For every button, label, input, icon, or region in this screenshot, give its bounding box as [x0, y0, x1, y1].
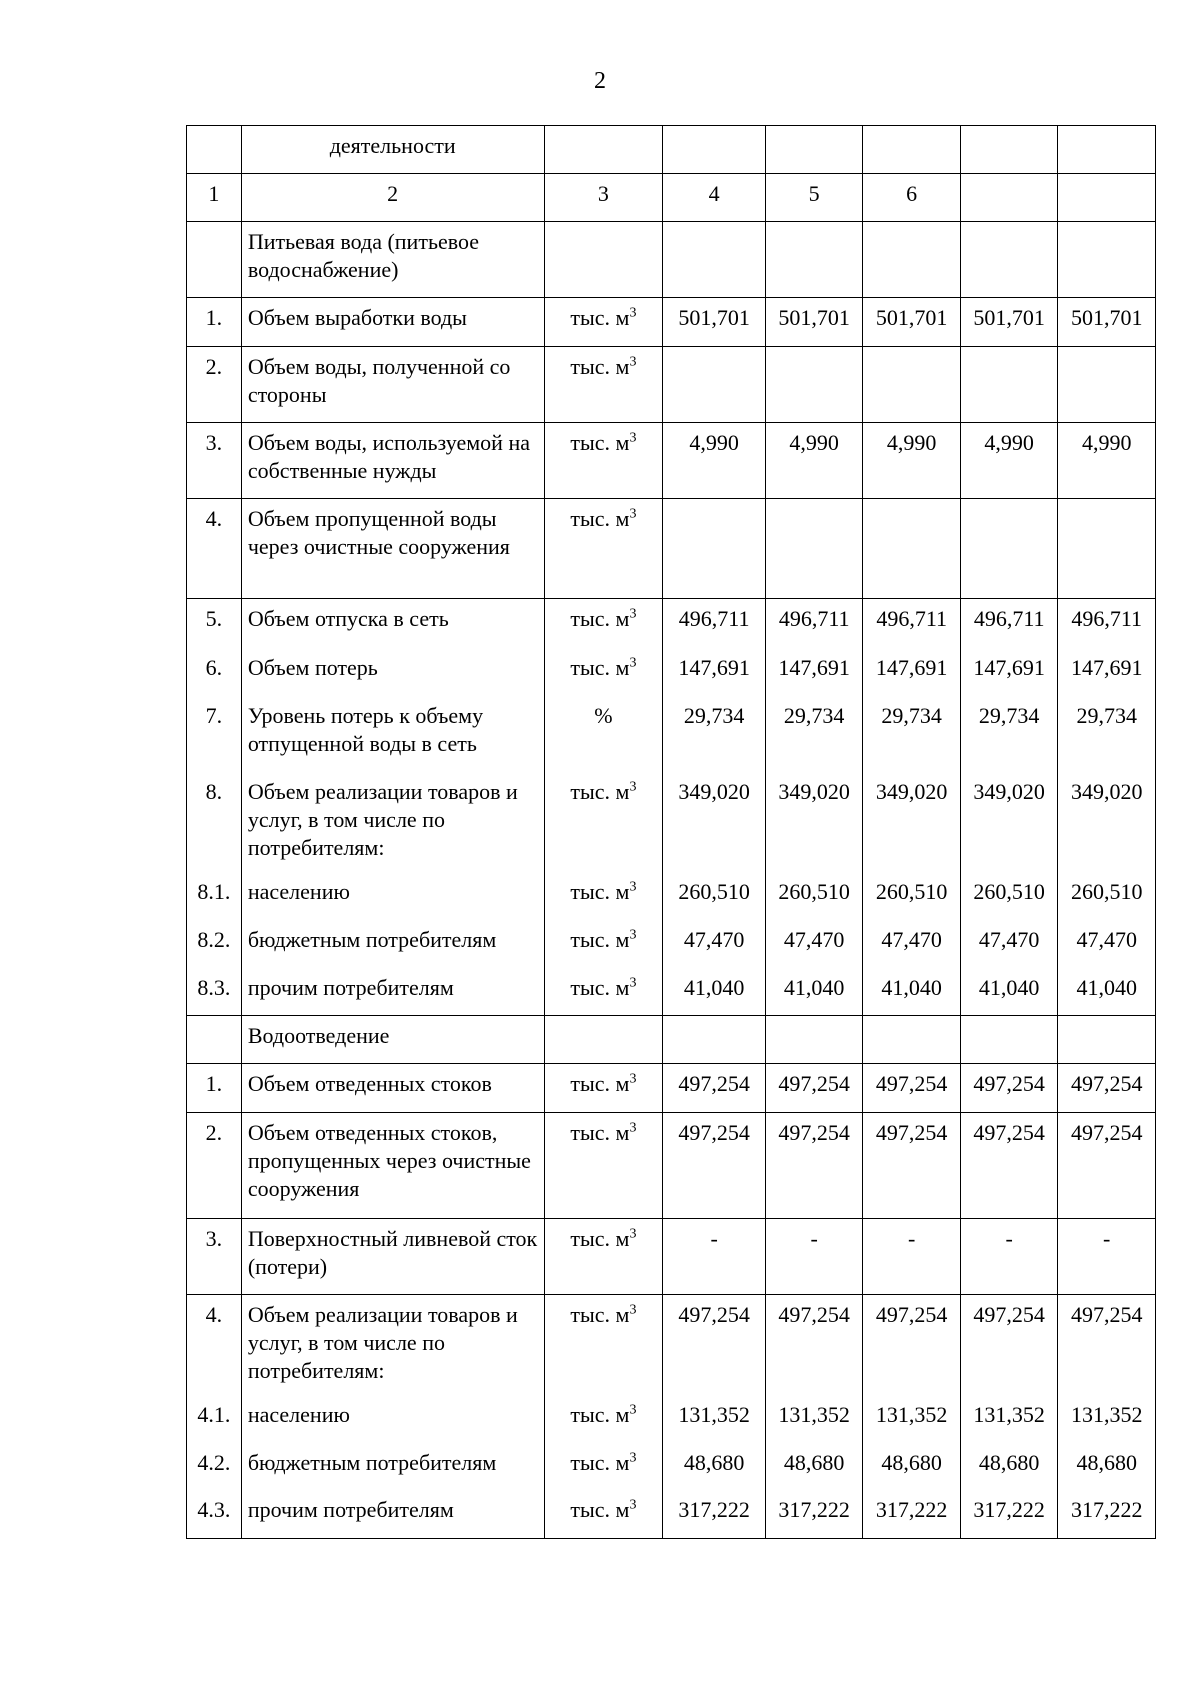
row-value: - [863, 1219, 961, 1295]
row-value: 497,254 [1058, 1064, 1156, 1113]
row-value: 349,020 [1058, 772, 1156, 872]
table-row [187, 1064, 1156, 1113]
row-number: 3. [187, 423, 242, 499]
row-number: 1. [187, 1064, 242, 1113]
row-value: 29,734 [663, 696, 766, 772]
unit-exponent: 3 [629, 430, 637, 446]
column-number-cell: 5 [765, 174, 863, 222]
unit-label: % [594, 702, 613, 728]
table-row [187, 648, 1156, 696]
row-value: 317,222 [1058, 1490, 1156, 1539]
header-cell [663, 126, 766, 174]
balance-table [186, 125, 1156, 1539]
header-cell: деятельности [241, 126, 544, 174]
row-unit [544, 1295, 663, 1395]
row-value: 349,020 [960, 772, 1058, 872]
row-value: 48,680 [1058, 1443, 1156, 1490]
row-indicator-name: Объем реализации товаров и услуг, в том числе по потребителям: [241, 1295, 544, 1395]
row-indicator-name: бюджетным потребителям [241, 920, 544, 968]
table-row [187, 696, 1156, 772]
header-cell [187, 126, 242, 174]
row-value: 41,040 [1058, 968, 1156, 1016]
table-row [187, 599, 1156, 648]
row-unit [544, 1113, 663, 1219]
empty-cell [544, 222, 663, 298]
row-value: 496,711 [960, 599, 1058, 648]
row-value: 497,254 [863, 1113, 961, 1219]
row-value: 501,701 [765, 298, 863, 347]
row-value: 47,470 [765, 920, 863, 968]
row-unit [544, 1395, 663, 1443]
row-value [863, 499, 961, 599]
row-number: 8.3. [187, 968, 242, 1016]
row-value: 260,510 [1058, 872, 1156, 920]
header-cell [960, 126, 1058, 174]
row-value: 131,352 [663, 1395, 766, 1443]
row-value: 260,510 [863, 872, 961, 920]
row-value: 29,734 [765, 696, 863, 772]
unit-label: тыс. м [570, 506, 630, 531]
unit-exponent: 3 [629, 1302, 637, 1318]
row-value: 317,222 [960, 1490, 1058, 1539]
column-number-cell [960, 174, 1058, 222]
unit-label: тыс. м [570, 1496, 630, 1522]
column-number-cell: 2 [241, 174, 544, 222]
unit-exponent: 3 [629, 927, 637, 943]
row-unit [544, 1064, 663, 1113]
row-unit [544, 920, 663, 968]
row-value: 497,254 [765, 1113, 863, 1219]
row-value: 497,254 [863, 1064, 961, 1113]
row-indicator-name: Поверхностный ливневой сток (потери) [241, 1219, 544, 1295]
row-value [765, 347, 863, 423]
row-value: 317,222 [765, 1490, 863, 1539]
empty-cell [663, 1016, 766, 1064]
unit-exponent: 3 [629, 655, 637, 671]
unit-label: тыс. м [570, 926, 630, 952]
row-number: 8. [187, 772, 242, 872]
section-title: Питьевая вода (питьевое водоснабжение) [241, 222, 544, 298]
unit-exponent: 3 [629, 305, 637, 321]
row-number: 4. [187, 499, 242, 599]
row-value: 497,254 [1058, 1295, 1156, 1395]
row-unit [544, 599, 663, 648]
header-cell [863, 126, 961, 174]
row-indicator-name: Уровень потерь к объему отпущенной воды в сеть [241, 696, 544, 772]
row-number: 2. [187, 347, 242, 423]
section-title-row [187, 222, 1156, 298]
row-value: 131,352 [863, 1395, 961, 1443]
unit-exponent: 3 [629, 1450, 637, 1466]
row-unit [544, 1490, 663, 1539]
row-value: - [663, 1219, 766, 1295]
row-unit [544, 648, 663, 696]
row-number: 7. [187, 696, 242, 772]
row-value: 4,990 [960, 423, 1058, 499]
unit-exponent: 3 [629, 354, 637, 370]
row-value: 147,691 [1058, 648, 1156, 696]
column-number-cell [1058, 174, 1156, 222]
row-value [663, 499, 766, 599]
row-indicator-name: Объем воды, полученной со стороны [241, 347, 544, 423]
column-number-cell: 6 [863, 174, 961, 222]
row-unit [544, 423, 663, 499]
table-row [187, 1295, 1156, 1395]
row-indicator-name: Объем потерь [241, 648, 544, 696]
row-value: - [960, 1219, 1058, 1295]
table-row [187, 1395, 1156, 1443]
unit-label: тыс. м [570, 606, 630, 631]
row-value: 48,680 [863, 1443, 961, 1490]
row-value: 41,040 [863, 968, 961, 1016]
unit-label: тыс. м [570, 354, 630, 379]
row-value: 47,470 [960, 920, 1058, 968]
row-value: 497,254 [863, 1295, 961, 1395]
section-number-cell [187, 1016, 242, 1064]
header-column-numbers-row [187, 174, 1156, 222]
unit-exponent: 3 [629, 1226, 637, 1242]
header-cell [765, 126, 863, 174]
row-indicator-name: населению [241, 1395, 544, 1443]
unit-exponent: 3 [629, 1402, 637, 1418]
row-value: 497,254 [765, 1295, 863, 1395]
table-row [187, 920, 1156, 968]
row-unit [544, 872, 663, 920]
row-value: 496,711 [663, 599, 766, 648]
table-row [187, 1443, 1156, 1490]
row-value [960, 499, 1058, 599]
row-value: 47,470 [663, 920, 766, 968]
row-indicator-name: Объем пропущенной воды через очистные сооружения [241, 499, 544, 599]
row-value: 497,254 [663, 1113, 766, 1219]
row-number: 4.1. [187, 1395, 242, 1443]
header-cell [544, 126, 663, 174]
row-value: 349,020 [863, 772, 961, 872]
unit-label: тыс. м [570, 654, 630, 680]
unit-label: тыс. м [570, 1120, 630, 1145]
row-value: 497,254 [960, 1064, 1058, 1113]
row-value: 47,470 [1058, 920, 1156, 968]
unit-label: тыс. м [570, 1071, 630, 1096]
unit-label: тыс. м [570, 305, 630, 330]
row-value [765, 499, 863, 599]
row-value: 29,734 [960, 696, 1058, 772]
empty-cell [765, 222, 863, 298]
row-value: 147,691 [765, 648, 863, 696]
unit-exponent: 3 [629, 975, 637, 991]
row-value: 497,254 [960, 1295, 1058, 1395]
table-row [187, 772, 1156, 872]
row-number: 8.2. [187, 920, 242, 968]
unit-label: тыс. м [570, 1226, 630, 1251]
unit-exponent: 3 [629, 1120, 637, 1136]
row-unit [544, 347, 663, 423]
row-value: 131,352 [960, 1395, 1058, 1443]
table-row [187, 499, 1156, 599]
row-value: 260,510 [765, 872, 863, 920]
row-value: 29,734 [1058, 696, 1156, 772]
table-row [187, 872, 1156, 920]
unit-label: тыс. м [570, 1449, 630, 1475]
row-value: 497,254 [960, 1113, 1058, 1219]
column-number-cell: 4 [663, 174, 766, 222]
row-number: 5. [187, 599, 242, 648]
row-unit [544, 968, 663, 1016]
row-value: 260,510 [663, 872, 766, 920]
row-value: 147,691 [960, 648, 1058, 696]
unit-label: тыс. м [570, 778, 630, 804]
empty-cell [863, 222, 961, 298]
row-value: 4,990 [863, 423, 961, 499]
row-number: 4.3. [187, 1490, 242, 1539]
row-value: 41,040 [765, 968, 863, 1016]
row-value: 497,254 [765, 1064, 863, 1113]
unit-label: тыс. м [570, 430, 630, 455]
empty-cell [1058, 222, 1156, 298]
row-value: 131,352 [1058, 1395, 1156, 1443]
section-title-row [187, 1016, 1156, 1064]
row-value: 501,701 [960, 298, 1058, 347]
row-value: 147,691 [863, 648, 961, 696]
row-number: 6. [187, 648, 242, 696]
row-value: 501,701 [863, 298, 961, 347]
row-indicator-name: Объем отпуска в сеть [241, 599, 544, 648]
unit-exponent: 3 [629, 506, 637, 522]
row-value: 4,990 [765, 423, 863, 499]
table-body [187, 126, 1156, 1539]
row-value: 317,222 [863, 1490, 961, 1539]
table-row [187, 968, 1156, 1016]
table-row [187, 347, 1156, 423]
row-value [863, 347, 961, 423]
row-indicator-name: Объем отведенных стоков, пропущенных через очистные сооружения [241, 1113, 544, 1219]
unit-exponent: 3 [629, 1071, 637, 1087]
page-number: 2 [594, 68, 606, 94]
empty-cell [863, 1016, 961, 1064]
row-indicator-name: прочим потребителям [241, 968, 544, 1016]
empty-cell [960, 1016, 1058, 1064]
row-value: 501,701 [1058, 298, 1156, 347]
row-unit [544, 298, 663, 347]
row-unit [544, 772, 663, 872]
row-value: 131,352 [765, 1395, 863, 1443]
row-value: 496,711 [1058, 599, 1156, 648]
unit-label: тыс. м [570, 878, 630, 904]
row-value: 501,701 [663, 298, 766, 347]
row-number: 1. [187, 298, 242, 347]
row-value: 349,020 [663, 772, 766, 872]
row-indicator-name: Объем воды, используемой на собственные нужды [241, 423, 544, 499]
empty-cell [1058, 1016, 1156, 1064]
row-value [1058, 499, 1156, 599]
row-number: 8.1. [187, 872, 242, 920]
table-row [187, 298, 1156, 347]
row-value: 47,470 [863, 920, 961, 968]
row-value: 41,040 [960, 968, 1058, 1016]
header-cell [1058, 126, 1156, 174]
row-value: 497,254 [1058, 1113, 1156, 1219]
column-number-cell: 3 [544, 174, 663, 222]
row-value [663, 347, 766, 423]
row-value: - [765, 1219, 863, 1295]
column-number-cell: 1 [187, 174, 242, 222]
header-activity-row [187, 126, 1156, 174]
empty-cell [960, 222, 1058, 298]
table-row [187, 1113, 1156, 1219]
unit-exponent: 3 [629, 779, 637, 795]
empty-cell [663, 222, 766, 298]
row-value: 497,254 [663, 1064, 766, 1113]
row-value: 48,680 [663, 1443, 766, 1490]
row-indicator-name: населению [241, 872, 544, 920]
row-value: 317,222 [663, 1490, 766, 1539]
unit-exponent: 3 [629, 606, 637, 622]
empty-cell [544, 1016, 663, 1064]
row-value: 496,711 [765, 599, 863, 648]
table-row [187, 1490, 1156, 1539]
unit-label: тыс. м [570, 1401, 630, 1427]
unit-label: тыс. м [570, 974, 630, 1000]
row-number: 4.2. [187, 1443, 242, 1490]
row-indicator-name: прочим потребителям [241, 1490, 544, 1539]
row-value: 497,254 [663, 1295, 766, 1395]
row-value: 4,990 [1058, 423, 1156, 499]
row-unit [544, 696, 663, 772]
empty-cell [765, 1016, 863, 1064]
row-indicator-name: бюджетным потребителям [241, 1443, 544, 1490]
row-value [960, 347, 1058, 423]
row-unit [544, 499, 663, 599]
row-value: 147,691 [663, 648, 766, 696]
row-value: 29,734 [863, 696, 961, 772]
row-number: 2. [187, 1113, 242, 1219]
unit-label: тыс. м [570, 1302, 630, 1327]
row-value: 349,020 [765, 772, 863, 872]
row-value: - [1058, 1219, 1156, 1295]
row-indicator-name: Объем отведенных стоков [241, 1064, 544, 1113]
section-title: Водоотведение [241, 1016, 544, 1064]
row-unit [544, 1219, 663, 1295]
section-number-cell [187, 222, 242, 298]
row-value: 496,711 [863, 599, 961, 648]
table-row [187, 423, 1156, 499]
row-value: 48,680 [960, 1443, 1058, 1490]
row-number: 4. [187, 1295, 242, 1395]
row-number: 3. [187, 1219, 242, 1295]
unit-exponent: 3 [629, 879, 637, 895]
row-indicator-name: Объем реализации товаров и услуг, в том числе по потребителям: [241, 772, 544, 872]
unit-exponent: 3 [629, 1497, 637, 1513]
row-unit [544, 1443, 663, 1490]
row-value: 48,680 [765, 1443, 863, 1490]
table-row [187, 1219, 1156, 1295]
row-value [1058, 347, 1156, 423]
row-value: 4,990 [663, 423, 766, 499]
row-indicator-name: Объем выработки воды [241, 298, 544, 347]
row-value: 41,040 [663, 968, 766, 1016]
row-value: 260,510 [960, 872, 1058, 920]
